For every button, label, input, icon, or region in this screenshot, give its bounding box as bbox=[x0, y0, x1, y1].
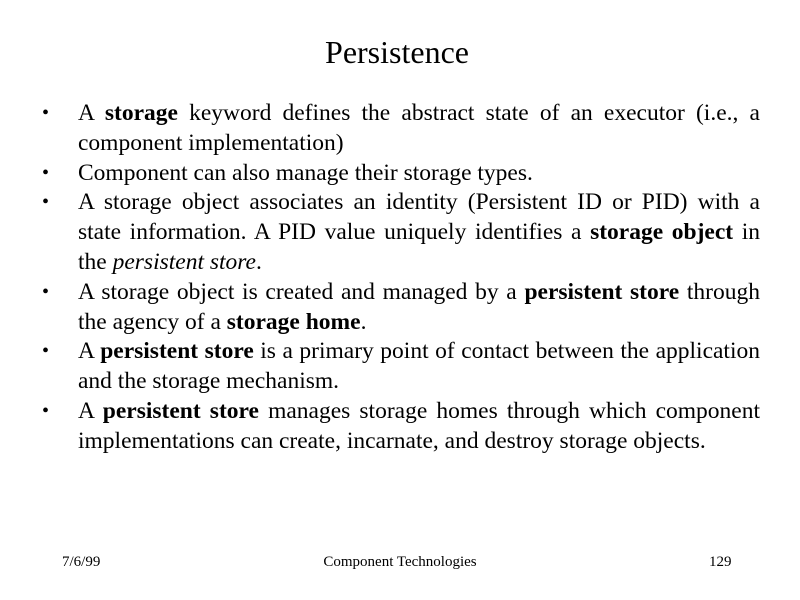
bullet-icon: • bbox=[42, 191, 50, 214]
bullet-text: in the bbox=[78, 219, 761, 275]
bold-term: persistent store bbox=[102, 397, 259, 424]
footer-date: 7/6/99 bbox=[62, 554, 101, 570]
bold-term: storage home bbox=[226, 308, 361, 335]
page-number: 129 bbox=[709, 554, 732, 570]
bullet-item bbox=[40, 278, 760, 338]
bullet-text: A bbox=[78, 338, 101, 365]
bullet-icon: • bbox=[42, 399, 50, 422]
bullet-icon: • bbox=[42, 280, 50, 303]
bold-term: persistent store bbox=[100, 338, 254, 365]
bullet-text: manages storage homes through which component implementations can create, incarnate, and destroy storage objects. bbox=[78, 397, 760, 454]
bullet-text: A bbox=[78, 397, 103, 424]
bullet-icon: • bbox=[42, 340, 50, 363]
bullet-text: A storage object is created and managed by a bbox=[78, 278, 525, 305]
bullet-item bbox=[40, 99, 760, 159]
bullet-text: A bbox=[78, 100, 105, 126]
slide-title: Persistence bbox=[325, 34, 469, 70]
bullet-text: A storage object associates an identity (Persistent ID or PID) with a state information. A PID value uniquely identifies a bbox=[78, 189, 760, 246]
bullet-text: through the agency of a bbox=[78, 278, 761, 335]
bullet-list bbox=[40, 99, 760, 457]
bullet-item bbox=[40, 188, 760, 277]
bullet-icon: • bbox=[42, 102, 50, 124]
italic-term: persistent store bbox=[112, 248, 256, 275]
bullet-text: keyword defines the abstract state of an executor (i.e., a component implementation) bbox=[78, 100, 760, 156]
footer-title: Component Technologies bbox=[323, 554, 477, 570]
bold-term: storage bbox=[104, 100, 178, 126]
bullet-text: . bbox=[360, 308, 367, 335]
bullet-text: Component can also manage their storage types. bbox=[78, 159, 533, 186]
bullet-text: . bbox=[255, 248, 262, 275]
bullet-icon: • bbox=[42, 161, 50, 184]
bullet-item bbox=[40, 397, 760, 457]
bold-term: storage object bbox=[590, 219, 734, 246]
bullet-text: is a primary point of contact between the application and the storage mechanism. bbox=[78, 338, 760, 395]
bullet-item bbox=[40, 159, 760, 189]
bold-term: persistent store bbox=[524, 278, 680, 305]
bullet-item bbox=[40, 337, 760, 397]
